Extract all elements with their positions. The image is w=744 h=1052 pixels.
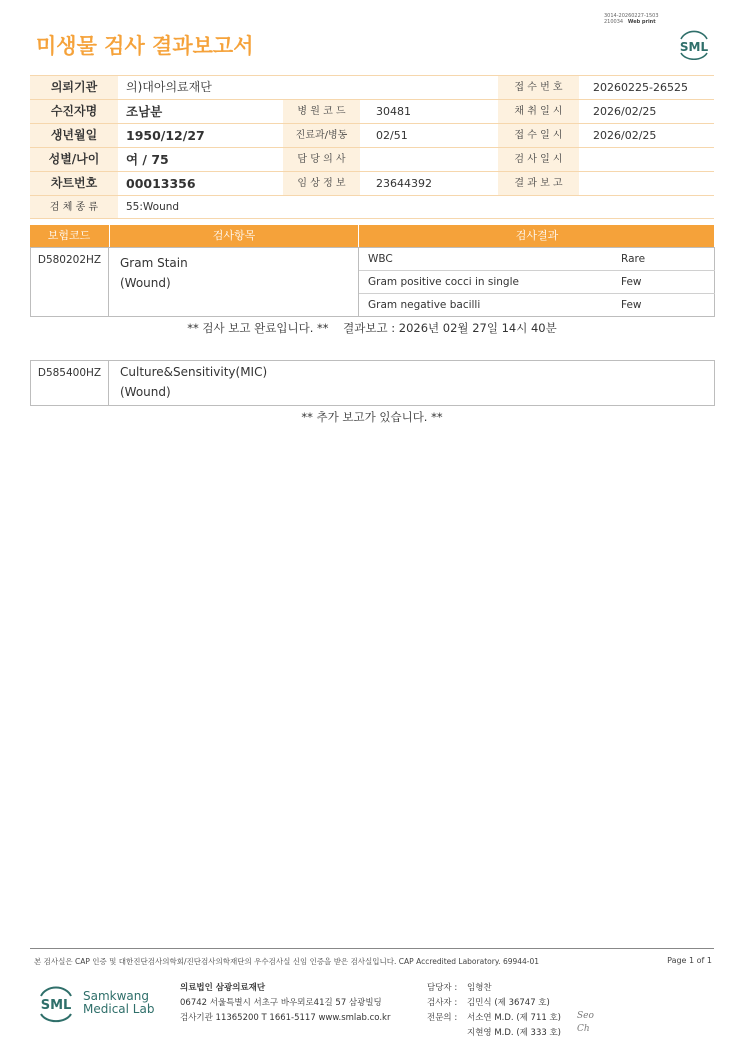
label-birth-date: 생년월일 xyxy=(30,124,118,147)
staff-row xyxy=(427,981,561,996)
result-item: WBC xyxy=(368,253,393,265)
result-item: Gram positive cocci in single xyxy=(368,276,519,288)
header-test-result: 검사결과 xyxy=(358,225,715,247)
label-patient-name: 수진자명 xyxy=(30,100,118,123)
results-table-header xyxy=(30,225,714,247)
info-row xyxy=(30,124,714,148)
footer-divider xyxy=(30,948,714,949)
label-result-report: 결 과 보 고 xyxy=(498,172,579,195)
header-test-item: 검사항목 xyxy=(109,225,358,247)
logo-text: SML xyxy=(679,40,709,54)
label-accession-number: 접 수 번 호 xyxy=(498,76,579,99)
staff-value: 김민식 (제 36747 호) xyxy=(467,998,550,1008)
label-chart-number: 차트번호 xyxy=(30,172,118,195)
label-requesting-institution: 의뢰기관 xyxy=(30,76,118,99)
result-value: Few xyxy=(621,299,642,311)
staff-value: 서소연 M.D. (제 711 호) xyxy=(467,1013,562,1023)
value-birth-date: 1950/12/27 xyxy=(126,128,205,143)
value-hospital-code: 30481 xyxy=(376,105,411,118)
report-complete-note: ** 검사 보고 완료입니다. ** 결과보고 : 2026년 02월 27일 14시 40분 xyxy=(187,321,557,335)
insurance-code: D580202HZ xyxy=(31,248,109,316)
document-id xyxy=(604,13,659,25)
staff-value: 지현영 M.D. (제 333 호) xyxy=(467,1028,562,1038)
document-id-line2: 210034 Web print xyxy=(604,19,656,25)
signature-1: Seo xyxy=(577,1011,594,1021)
label-attending-physician: 담 당 의 사 xyxy=(283,148,360,171)
sml-logo-icon xyxy=(676,28,712,60)
samkwang-logo-icon xyxy=(36,983,76,1023)
brand-line1: Samkwang xyxy=(83,989,149,1003)
staff-row xyxy=(427,1026,561,1041)
staff-label: 담당자 : xyxy=(427,983,458,993)
insurance-code: D585400HZ xyxy=(31,361,109,405)
report-title: 미생물 검사 결과보고서 xyxy=(36,34,254,58)
info-row xyxy=(30,196,714,219)
label-collection-date: 채 취 일 시 xyxy=(498,100,579,123)
organization-info xyxy=(180,981,390,1026)
additional-report-note: ** 추가 보고가 있습니다. ** xyxy=(301,410,443,424)
certification-statement: 본 검사실은 CAP 인증 및 대한진단검사의학회/진단검사의학재단의 우수검사실 신임 인증을 받은 검사실입니다. CAP Accredited Laboratory. 69944-01 xyxy=(34,957,540,966)
value-received-date: 2026/02/25 xyxy=(593,129,657,142)
signatures xyxy=(577,1010,594,1036)
info-row xyxy=(30,148,714,172)
header-insurance-code: 보험코드 xyxy=(47,229,91,242)
info-row xyxy=(30,75,714,100)
staff-value: 임형찬 xyxy=(467,983,492,993)
value-patient-name: 조남분 xyxy=(126,104,163,119)
results-list xyxy=(358,248,715,316)
test-name-line1: Gram Stain xyxy=(120,256,188,270)
logo-text: SML xyxy=(40,998,72,1013)
test-name-line2: (Wound) xyxy=(120,385,171,399)
signature-2: Ch xyxy=(577,1024,590,1034)
staff-label: 검사자 : xyxy=(427,998,458,1008)
test-name xyxy=(120,362,267,402)
info-row xyxy=(30,172,714,196)
value-requesting-institution: 의)대아의료재단 xyxy=(126,80,212,94)
value-chart-number: 00013356 xyxy=(126,176,196,191)
gram-stain-block xyxy=(30,247,715,317)
brand-name xyxy=(83,990,154,1016)
result-value: Rare xyxy=(621,253,646,265)
value-accession-number: 20260225-26525 xyxy=(593,81,688,94)
label-test-date: 검 사 일 시 xyxy=(498,148,579,171)
label-specimen-type: 검 체 종 류 xyxy=(30,196,118,218)
test-name-line2: (Wound) xyxy=(120,276,171,290)
label-hospital-code: 병 원 코 드 xyxy=(283,100,360,123)
staff-label: 전문의 : xyxy=(427,1013,458,1023)
label-clinical-info: 임 상 정 보 xyxy=(283,172,360,195)
document-id-line1: 3014-20260227-1503 xyxy=(604,13,659,19)
staff-row xyxy=(427,996,561,1011)
result-item: Gram negative bacilli xyxy=(368,299,481,311)
culture-block xyxy=(30,360,715,406)
label-received-date: 접 수 일 시 xyxy=(498,124,579,147)
test-name xyxy=(120,253,188,293)
web-print-label: Web print xyxy=(627,19,656,25)
staff-row xyxy=(427,1011,561,1026)
result-row xyxy=(359,294,715,316)
organization-address: 06742 서울특별시 서초구 바우뫼로41길 57 삼광빌딩 xyxy=(180,998,382,1008)
test-name-line1: Culture&Sensitivity(MIC) xyxy=(120,365,268,379)
result-row xyxy=(359,271,715,294)
page-number: Page 1 of 1 xyxy=(667,956,712,965)
value-department-ward: 02/51 xyxy=(376,129,408,142)
result-value: Few xyxy=(621,276,642,288)
organization-contact: 검사기관 11365200 T 1661-5117 www.smlab.co.kr xyxy=(180,1013,391,1023)
info-row xyxy=(30,100,714,124)
value-sex-age: 여 / 75 xyxy=(126,152,169,167)
patient-info-table xyxy=(30,75,714,219)
value-clinical-info: 23644392 xyxy=(376,177,432,190)
result-row xyxy=(359,248,715,271)
label-sex-age: 성별/나이 xyxy=(30,148,118,171)
brand-line2: Medical Lab xyxy=(83,1002,155,1016)
staff-list xyxy=(427,981,561,1041)
value-collection-date: 2026/02/25 xyxy=(593,105,657,118)
value-specimen-type: 55:Wound xyxy=(126,201,180,213)
organization-name: 의료법인 삼광의료재단 xyxy=(180,983,266,993)
label-department-ward: 진료과/병동 xyxy=(283,124,360,147)
